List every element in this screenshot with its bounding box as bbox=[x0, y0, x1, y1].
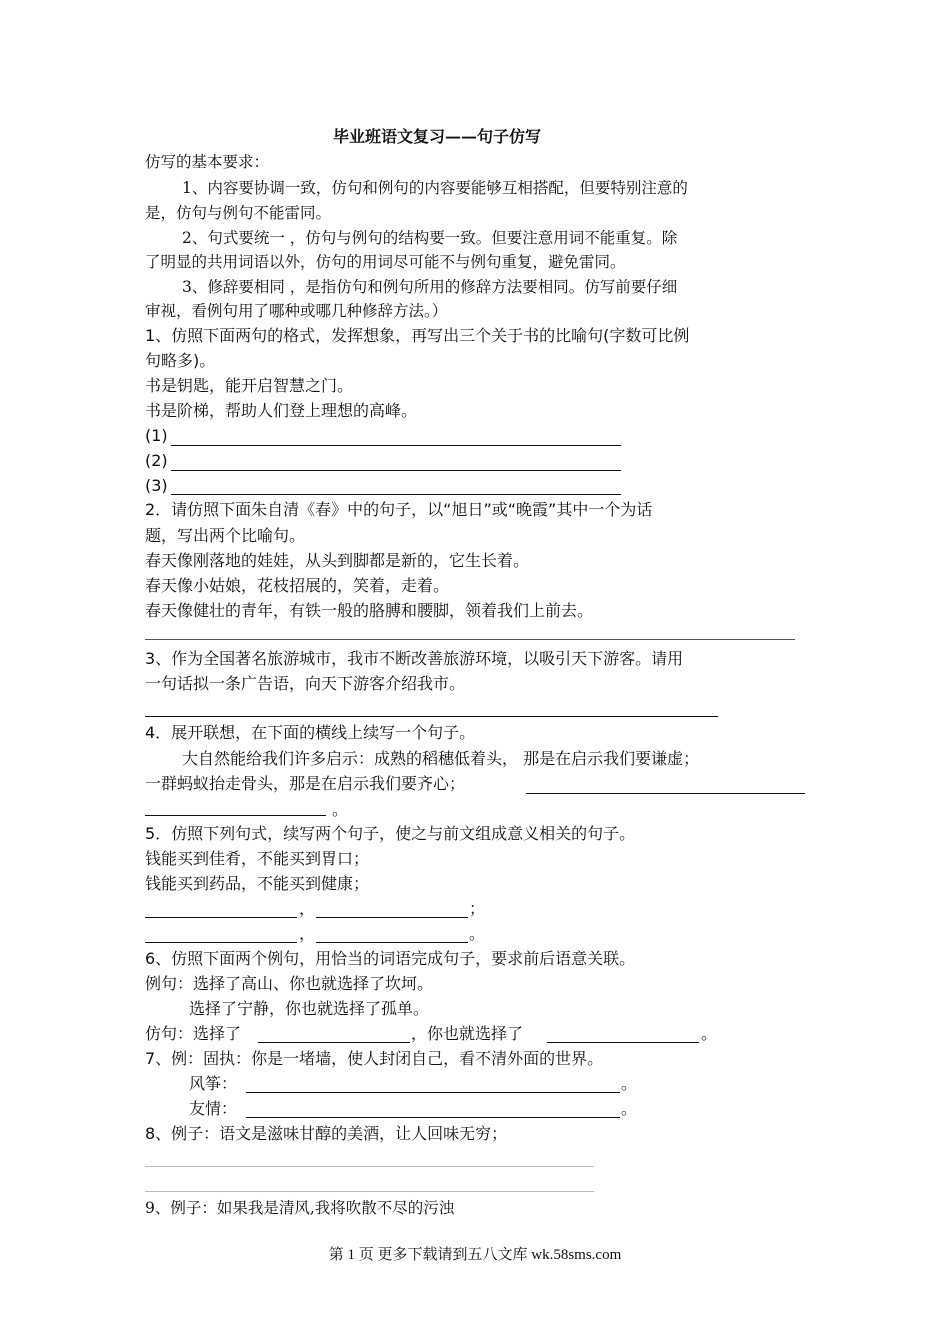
question-7-answer-line-1[interactable] bbox=[246, 1092, 620, 1093]
question-7-period-1: 。 bbox=[621, 1074, 638, 1093]
question-4-prompt: 4．展开联想，在下面的横线上续写一个句子。 bbox=[145, 723, 476, 742]
question-5-period: 。 bbox=[469, 924, 486, 943]
requirement-1-line-1: 1、内容要协调一致，仿句和例句的内容要能够互相搭配，但要特别注意的 bbox=[182, 179, 688, 197]
page-title: 毕业班语文复习——句子仿写 bbox=[333, 127, 542, 146]
question-5-example-2: 钱能买到药品，不能买到健康； bbox=[145, 874, 370, 893]
question-8-answer-line-2[interactable] bbox=[145, 1191, 594, 1192]
question-2-example-1: 春天像刚落地的娃娃，从头到脚都是新的，它生长着。 bbox=[145, 551, 530, 570]
question-1-blank-label-2: (2) bbox=[145, 451, 168, 470]
question-5-comma-2: ， bbox=[299, 924, 316, 943]
requirement-2-line-1: 2、句式要统一 ，仿句与例句的结构要一致。但要注意用词不能重复。除 bbox=[182, 229, 678, 247]
question-2-example-2: 春天像小姑娘，花枝招展的，笑着，走着。 bbox=[145, 576, 450, 595]
question-7-period-2: 。 bbox=[621, 1099, 638, 1118]
question-7-answer-line-2[interactable] bbox=[246, 1117, 620, 1118]
question-5-answer-line-1b[interactable] bbox=[316, 917, 468, 918]
question-6-fill-prefix: 仿句：选择了 bbox=[145, 1024, 242, 1043]
question-5-prompt: 5．仿照下列句式，续写两个句子，使之与前文组成意义相关的句子。 bbox=[145, 824, 636, 843]
question-3-answer-line[interactable] bbox=[145, 716, 718, 717]
question-1-example-2: 书是阶梯，帮助人们登上理想的高峰。 bbox=[145, 401, 418, 420]
question-6-answer-line-2[interactable] bbox=[547, 1042, 699, 1043]
question-6-fill-end: 。 bbox=[701, 1024, 718, 1043]
question-4-answer-line-1[interactable] bbox=[526, 793, 805, 794]
question-2-prompt-line-1: 2．请仿照下面朱自清《春》中的句子，以“旭日”或“晚霞”其中一个为话 bbox=[145, 500, 653, 519]
question-2-example-3: 春天像健壮的青年，有铁一般的胳膊和腰脚，领着我们上前去。 bbox=[145, 601, 594, 620]
question-5-example-1: 钱能买到佳肴，不能买到胃口； bbox=[145, 849, 370, 868]
question-6-answer-line-1[interactable] bbox=[258, 1042, 410, 1043]
question-4-answer-line-2[interactable] bbox=[145, 815, 326, 816]
question-5-semicolon: ； bbox=[469, 899, 486, 918]
question-1-example-1: 书是钥匙，能开启智慧之门。 bbox=[145, 376, 354, 395]
question-7-item-kite: 风筝： bbox=[189, 1074, 238, 1093]
question-7-item-friendship: 友情： bbox=[189, 1099, 238, 1118]
question-7-prompt: 7、例：固执：你是一堵墙，使人封闭自己，看不清外面的世界。 bbox=[145, 1049, 604, 1068]
question-1-prompt-line-1: 1、仿照下面两句的格式，发挥想象，再写出三个关于书的比喻句(字数可比例 bbox=[145, 326, 690, 345]
question-2-prompt-line-2: 题，写出两个比喻句。 bbox=[145, 526, 306, 545]
requirement-1-line-2: 是，仿句与例句不能雷同。 bbox=[145, 204, 332, 222]
question-6-example-2: 选择了宁静，你也就选择了孤单。 bbox=[189, 999, 430, 1018]
question-1-answer-line-3[interactable] bbox=[171, 494, 621, 495]
question-6-prompt: 6、仿照下面两个例句，用恰当的词语完成句子，要求前后语意关联。 bbox=[145, 949, 636, 968]
page-footer: 第 1 页 更多下载请到五八文库 wk.58sms.com bbox=[328, 1247, 622, 1263]
requirement-2-line-2: 了明显的共用词语以外，仿句的用词尽可能不与例句重复，避免雷同。 bbox=[145, 253, 626, 271]
question-4-text-line-1: 大自然能给我们许多启示：成熟的稻穗低着头， 那是在启示我们要谦虚； bbox=[182, 749, 700, 768]
question-4-end-period: 。 bbox=[332, 800, 349, 819]
question-6-fill-middle: ，你也就选择了 bbox=[411, 1024, 524, 1043]
requirements-heading: 仿写的基本要求： bbox=[145, 153, 270, 171]
question-8-prompt: 8、例子：语文是滋味甘醇的美酒，让人回味无穷； bbox=[145, 1124, 508, 1143]
requirement-3-line-2: 审视，看例句用了哪种或哪几种修辞方法。） bbox=[145, 302, 448, 320]
question-1-prompt-line-2: 句略多)。 bbox=[145, 351, 216, 370]
question-5-comma-1: ， bbox=[299, 899, 316, 918]
question-1-answer-line-1[interactable] bbox=[171, 445, 621, 446]
question-1-blank-label-1: (1) bbox=[145, 426, 168, 445]
question-6-example-1: 例句：选择了高山、你也就选择了坎坷。 bbox=[145, 974, 434, 993]
question-8-answer-line-1[interactable] bbox=[145, 1166, 594, 1167]
question-4-text-line-2: 一群蚂蚁抬走骨头，那是在启示我们要齐心； bbox=[145, 774, 466, 793]
question-2-answer-line[interactable] bbox=[145, 639, 795, 640]
question-5-answer-line-2a[interactable] bbox=[145, 942, 297, 943]
question-3-prompt-line-2: 一句话拟一条广告语，向天下游客介绍我市。 bbox=[145, 674, 466, 693]
question-5-answer-line-1a[interactable] bbox=[145, 917, 297, 918]
question-1-answer-line-2[interactable] bbox=[171, 470, 621, 471]
requirement-3-line-1: 3、修辞要相同 ，是指仿句和例句所用的修辞方法要相同。仿写前要仔细 bbox=[182, 278, 678, 296]
question-1-blank-label-3: (3) bbox=[145, 476, 168, 495]
question-3-prompt-line-1: 3、作为全国著名旅游城市，我市不断改善旅游环境，以吸引天下游客。请用 bbox=[145, 649, 684, 668]
question-9-prompt: 9、例子：如果我是清风,我将吹散不尽的污浊 bbox=[145, 1199, 455, 1217]
question-5-answer-line-2b[interactable] bbox=[316, 942, 468, 943]
